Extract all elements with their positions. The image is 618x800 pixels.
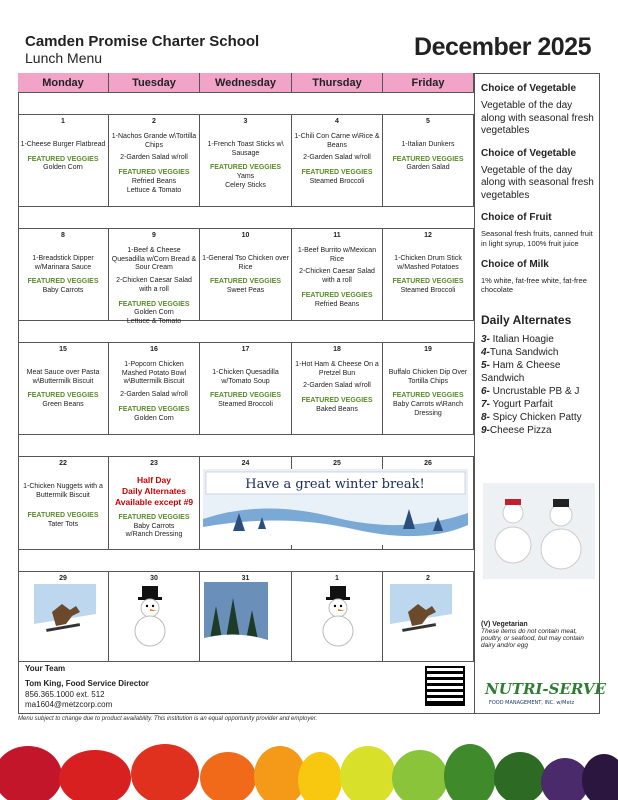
menu-item: 1-General Tso Chicken over Rice xyxy=(202,254,289,271)
veggie-item: w/Ranch Dressing xyxy=(125,531,183,539)
vegetarian-note-text: These items do not contain meat, poultry, or seafood, but may contain dairy and/or egg xyxy=(481,628,584,649)
menu-item: 1-French Toast Sticks w\ Sausage xyxy=(207,140,284,157)
featured-veggies-label: FEATURED VEGGIES xyxy=(27,392,99,400)
featured-veggies-label: FEATURED VEGGIES xyxy=(301,397,373,404)
day-number: 19 xyxy=(424,346,432,353)
alternate-item xyxy=(481,333,594,346)
menu-item: 1-Chicken Quesadilla w/Tomato Soup xyxy=(212,368,279,385)
menu-item: 2-Garden Salad w/roll xyxy=(303,154,371,162)
side-section-title: Choice of Vegetable xyxy=(481,147,577,159)
menu-item: 1-Chili Con Carne w\Rice & Beans xyxy=(294,132,380,149)
side-section-text: Vegetable of the day along with seasonal fresh vegetables xyxy=(481,100,594,136)
featured-veggies-label: FEATURED VEGGIES xyxy=(27,512,99,520)
veggie-item: Refried Beans xyxy=(314,300,360,308)
snow-couple-image xyxy=(483,483,595,579)
daily-alternates xyxy=(481,313,594,437)
alternate-name: Yogurt Parfait xyxy=(489,398,553,410)
day-header-row xyxy=(18,73,474,93)
day-number: 25 xyxy=(333,460,341,467)
day-number: 11 xyxy=(333,232,341,239)
menu-item: 1-Popcorn Chicken Mashed Potato Bowl w\Buttermilk Biscuit xyxy=(121,360,187,386)
day-cell xyxy=(18,343,109,434)
spacer-row xyxy=(18,93,474,115)
spacer-row xyxy=(18,321,474,343)
month-title: December 2025 xyxy=(414,33,591,61)
day-cell xyxy=(383,343,474,434)
side-section-title: Choice of Vegetable xyxy=(481,83,577,94)
veggie-item: Sweet Peas xyxy=(226,287,265,294)
qr-code[interactable] xyxy=(425,666,465,706)
day-cell xyxy=(109,457,200,549)
day-cell xyxy=(200,115,292,206)
menu-item: 2-Garden Salad w/roll xyxy=(303,382,371,390)
featured-veggies-label: FEATURED VEGGIES xyxy=(392,155,464,163)
day-cell xyxy=(18,457,109,549)
alternate-name: Uncrustable PB & J xyxy=(489,385,580,397)
day-number: 16 xyxy=(150,346,158,353)
day-header: Friday xyxy=(383,73,474,92)
week-row xyxy=(18,229,474,325)
alternate-number: 9- xyxy=(481,424,490,436)
alternate-number: 3- xyxy=(481,333,490,345)
menu-item: 2-Garden Salad w/roll xyxy=(120,154,188,162)
alternate-item xyxy=(481,424,594,437)
day-cell xyxy=(383,229,474,320)
team-email[interactable]: ma1604@metzcorp.com xyxy=(25,700,113,710)
day-cell xyxy=(200,229,292,320)
half-day-notice: Available except #9 xyxy=(114,496,194,507)
day-number: 22 xyxy=(59,460,67,467)
veggie-item: Steamed Broccoli xyxy=(400,287,456,294)
school-name: Camden Promise Charter School xyxy=(25,33,260,50)
winter-break-banner xyxy=(203,469,468,545)
veggie-item: Baby Carrots w\Ranch Dressing xyxy=(392,401,464,417)
featured-veggies-label: FEATURED VEGGIES xyxy=(392,392,464,400)
alternate-item xyxy=(481,385,594,398)
info-sidebar xyxy=(474,73,600,714)
featured-veggies-label: FEATURED VEGGIES xyxy=(118,169,190,176)
featured-veggies-label: FEATURED VEGGIES xyxy=(301,291,373,299)
day-header: Thursday xyxy=(292,73,383,92)
day-header: Wednesday xyxy=(200,73,292,92)
alternate-number: 6- xyxy=(481,385,490,397)
alternate-name: Spicy Chicken Patty xyxy=(489,411,582,423)
day-number: 30 xyxy=(150,575,158,582)
week-row xyxy=(18,115,474,207)
day-number: 12 xyxy=(424,232,432,239)
alternate-name: Ham & Cheese Sandwich xyxy=(481,359,561,384)
veggie-item: Celery Sticks xyxy=(225,181,266,189)
day-number: 26 xyxy=(424,460,432,467)
snowman-image xyxy=(130,584,170,648)
featured-veggies-label: FEATURED VEGGIES xyxy=(118,405,190,413)
half-day-notice: Daily Alternates xyxy=(122,485,186,496)
vegetarian-note xyxy=(481,621,599,649)
veggie-item: Baked Beans xyxy=(316,405,358,413)
snowboarder-image xyxy=(34,584,96,640)
day-cell xyxy=(383,115,474,206)
featured-veggies-label: FEATURED VEGGIES xyxy=(118,513,190,521)
day-number: 1 xyxy=(61,118,65,125)
menu-item: 2-Chicken Caesar Salad with a roll xyxy=(116,277,192,293)
alternate-number: 5- xyxy=(481,359,490,371)
featured-veggies-label: FEATURED VEGGIES xyxy=(209,278,282,286)
side-section-text: Vegetable of the day along with seasonal fresh vegetables xyxy=(481,164,594,201)
menu-grid xyxy=(18,73,474,662)
featured-veggies-label: FEATURED VEGGIES xyxy=(209,164,282,172)
team-phone: 856.365.1000 ext. 512 xyxy=(25,689,105,699)
day-number: 5 xyxy=(426,118,430,125)
featured-veggies-label: FEATURED VEGGIES xyxy=(301,169,373,176)
svg-text:NUTRI-SERVE: NUTRI-SERVE xyxy=(485,680,606,698)
alternate-item xyxy=(481,411,594,424)
veggie-item: Green Beans xyxy=(42,401,84,408)
veggie-item: Golden Corn xyxy=(134,309,174,317)
disclaimer-footer: Menu subject to change due to product availability. This institution is an equal opportunity provider and employer. xyxy=(18,716,318,722)
spacer-row xyxy=(18,207,474,229)
alternate-number: 8- xyxy=(481,411,490,423)
side-section-title: Choice of Milk xyxy=(481,258,549,270)
menu-item: 1-Beef & Cheese Quesadilla w/Corn Bread & Sour Cream xyxy=(111,246,197,272)
half-day-notice: Half Day xyxy=(136,474,171,485)
veggie-item: Lettuce & Tomato xyxy=(126,318,182,325)
featured-veggies-label: FEATURED VEGGIES xyxy=(27,155,99,163)
day-number: 24 xyxy=(241,460,250,467)
day-cell xyxy=(200,343,292,434)
day-number: 17 xyxy=(241,346,250,353)
day-number: 2 xyxy=(426,575,430,582)
veggie-item: Steamed Broccoli xyxy=(218,401,273,408)
banner-text: Have a great winter break! xyxy=(245,477,425,492)
veggie-item: Golden Corn xyxy=(134,414,174,422)
day-number: 31 xyxy=(241,575,250,582)
day-header: Tuesday xyxy=(109,73,200,92)
veggie-item: Golden Corn xyxy=(43,164,83,172)
day-number: 3 xyxy=(243,118,248,125)
alternates-title: Daily Alternates xyxy=(481,313,572,327)
alternate-item xyxy=(481,398,594,411)
menu-item: 1-Chicken Drum Stick w/Mashed Potatoes xyxy=(394,254,462,271)
day-cell xyxy=(109,343,200,434)
menu-item: 1-Chicken Nuggets with a Buttermilk Biscuit xyxy=(23,482,103,499)
day-cell xyxy=(18,115,109,206)
day-number: 4 xyxy=(335,118,339,125)
fruit-vegetable-strip xyxy=(0,726,618,800)
veggie-item: Tater Tots xyxy=(47,521,79,528)
day-number: 8 xyxy=(61,232,65,239)
featured-veggies-label: FEATURED VEGGIES xyxy=(209,392,282,400)
vegetarian-note-title: (V) Vegetarian xyxy=(481,621,528,628)
veggie-item: Lettuce & Tomato xyxy=(126,186,182,194)
day-number: 29 xyxy=(59,575,67,582)
menu-item: Meat Sauce over Pasta w\Buttermilk Biscuit xyxy=(26,368,100,385)
day-header: Monday xyxy=(18,73,109,92)
day-cell xyxy=(292,229,383,320)
snowy-forest-image xyxy=(204,582,268,650)
alternate-number: 4- xyxy=(481,346,490,358)
featured-veggies-label: FEATURED VEGGIES xyxy=(392,278,464,286)
alternate-name: Italian Hoagie xyxy=(489,333,554,345)
alternate-item xyxy=(481,359,594,385)
week-row xyxy=(18,343,474,435)
day-number: 9 xyxy=(152,232,156,239)
team-contact xyxy=(25,664,149,711)
day-number: 2 xyxy=(152,118,156,125)
day-number: 23 xyxy=(150,460,158,467)
day-number: 18 xyxy=(333,346,341,353)
menu-item: 1-Italian Dunkers xyxy=(401,140,455,148)
menu-item: 1-Hot Ham & Cheese On a Pretzel Bun xyxy=(295,360,379,377)
snowman-image xyxy=(318,584,358,648)
menu-subtitle: Lunch Menu xyxy=(25,50,103,66)
veggie-item: Garden Salad xyxy=(406,164,450,172)
veggie-item: Baby Carrots xyxy=(42,287,84,294)
day-cell xyxy=(292,115,383,206)
nutri-serve-logo xyxy=(483,676,606,710)
side-section-title: Choice of Fruit xyxy=(481,212,552,223)
menu-item: 2-Chicken Caesar Salad with a roll xyxy=(299,268,375,284)
menu-item: 1-Nachos Grande w\Tortilla Chips xyxy=(111,132,197,149)
featured-veggies-label: FEATURED VEGGIES xyxy=(118,300,190,308)
alternate-number: 7- xyxy=(481,398,490,410)
side-section-text: Seasonal fresh fruits, canned fruit in light syrup, 100% fruit juice xyxy=(481,229,593,248)
day-number: 1 xyxy=(335,575,339,582)
menu-item: Buffalo Chicken Dip Over Tortilla Chips xyxy=(388,368,468,385)
day-cell xyxy=(109,229,200,325)
veggie-item: Baby Carrots xyxy=(133,522,175,530)
veggie-item: Yams xyxy=(236,173,255,180)
team-director: Tom King, Food Service Director xyxy=(25,678,149,688)
day-number: 15 xyxy=(59,346,67,353)
day-cell xyxy=(109,115,200,206)
menu-item: 2-Garden Salad w/roll xyxy=(120,391,188,398)
alternate-name: Tuna Sandwich xyxy=(489,346,559,358)
day-number: 10 xyxy=(241,232,250,239)
team-label: Your Team xyxy=(25,664,66,673)
menu-item: 1-Cheese Burger Flatbread xyxy=(20,140,106,148)
menu-item: 1-Breadstick Dipper w/Marinara Sauce xyxy=(32,254,94,271)
alternate-name: Cheese Pizza xyxy=(489,424,552,436)
day-cell xyxy=(18,229,109,320)
spacer-row xyxy=(18,550,474,572)
svg-text:FOOD MANAGEMENT, INC. w/Metz: FOOD MANAGEMENT, INC. w/Metz xyxy=(489,700,575,706)
snowboarder-image xyxy=(390,584,452,640)
spacer-row xyxy=(18,435,474,457)
veggie-item: Refried Beans xyxy=(131,177,177,185)
menu-item: 1-Beef Burrito w/Mexican Rice xyxy=(297,246,377,263)
day-cell xyxy=(292,343,383,434)
featured-veggies-label: FEATURED VEGGIES xyxy=(27,278,99,286)
alternate-item xyxy=(481,346,594,359)
side-section-text: 1% white, fat-free white, fat-free chocolate xyxy=(481,275,587,295)
veggie-item: Steamed Broccoli xyxy=(309,177,365,185)
